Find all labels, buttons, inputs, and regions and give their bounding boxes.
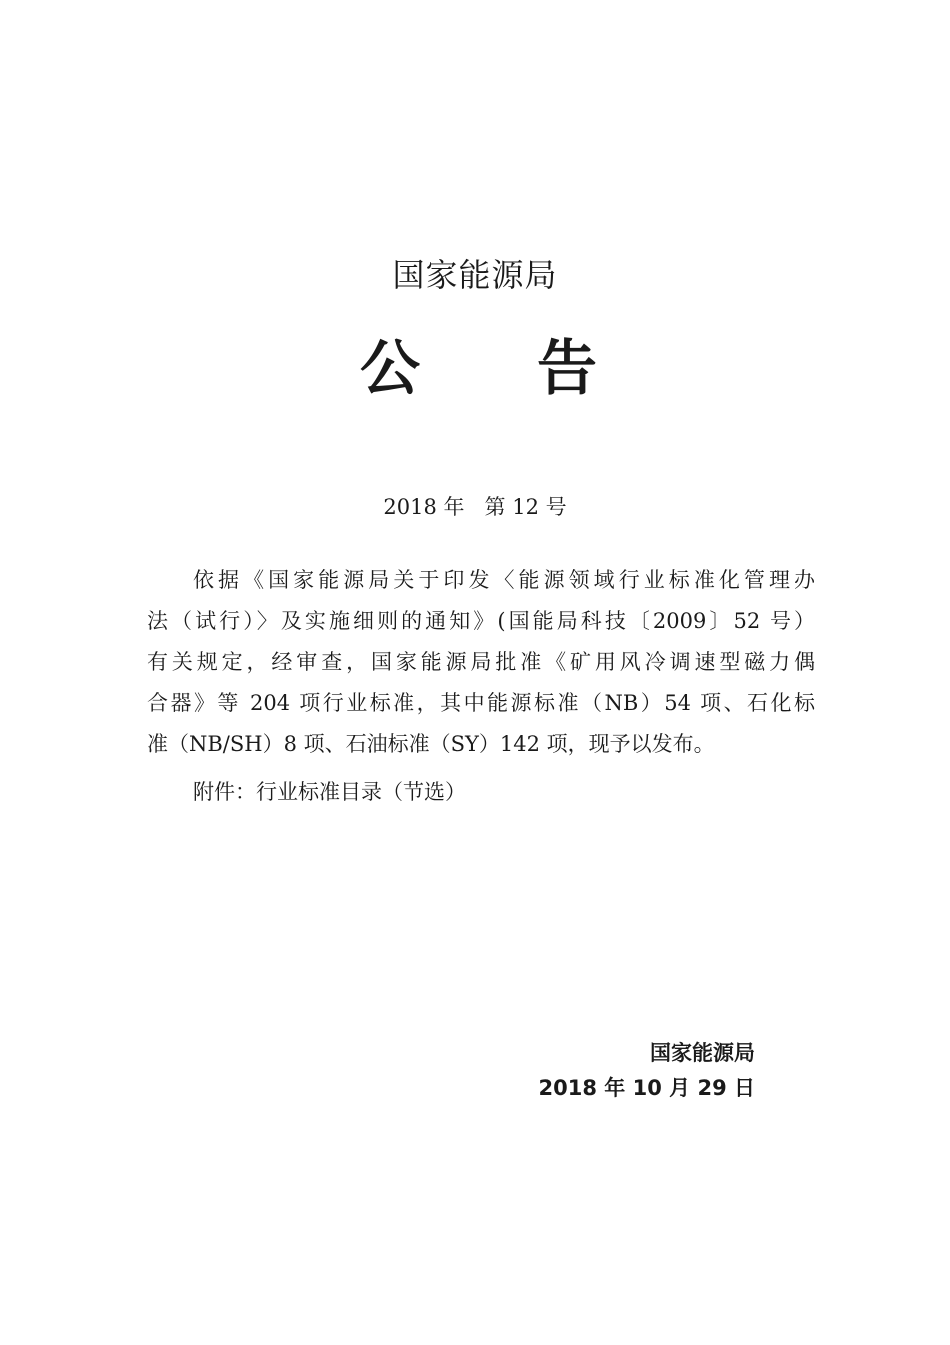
title-char-2: 告 [537, 334, 597, 404]
body-line: 法（试行）〉及实施细则的通知》(国能局科技〔2009〕52 号） [147, 609, 815, 633]
document-title [360, 333, 600, 405]
signature-block [539, 1036, 755, 1105]
title-char-1: 公 [360, 334, 420, 404]
document-number: 2018 年 第 12 号 [383, 495, 567, 519]
signature-org: 国家能源局 [650, 1041, 755, 1065]
issuer-heading: 国家能源局 [392, 256, 558, 294]
attachment-note: 附件：行业标准目录（节选） [193, 780, 466, 804]
body-line: 有关规定，经审查，国家能源局批准《矿用风冷调速型磁力偶 [147, 650, 815, 674]
signature-date: 2018 年 10 月 29 日 [538, 1076, 755, 1100]
announcement-body [147, 560, 815, 765]
body-line: 准（NB/SH）8 项、石油标准（SY）142 项，现予以发布。 [147, 732, 715, 756]
body-line: 合器》等 204 项行业标准，其中能源标准（NB）54 项、石化标 [147, 691, 815, 715]
body-line: 依据《国家能源局关于印发〈能源领域行业标准化管理办 [193, 568, 815, 592]
